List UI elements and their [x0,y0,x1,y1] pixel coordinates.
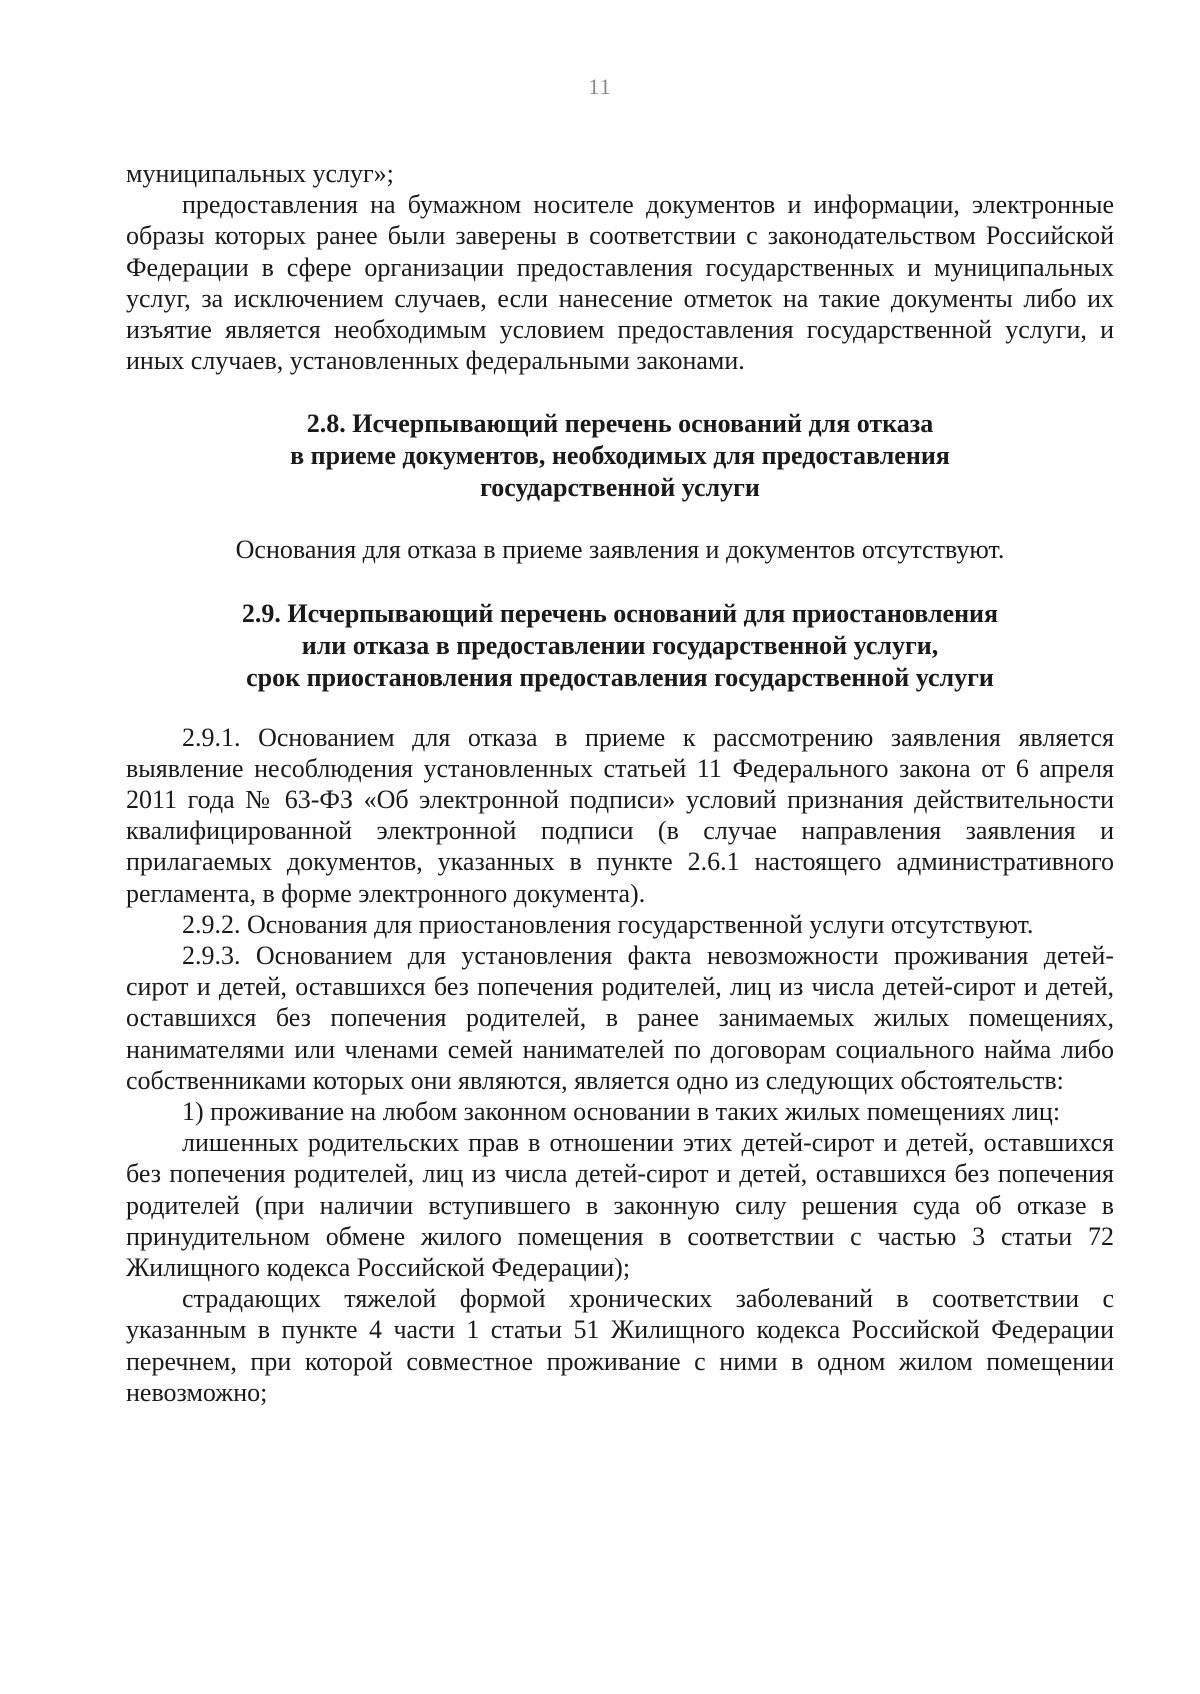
heading-line: срок приостановления предоставления государственной услуги [246,662,994,692]
page-number: 11 [588,74,612,99]
paragraph-paper-copies: предоставления на бумажном носителе документов и информации, электронные образы которых ранее были заверены в соответствии с законодательством Российской Федерации в сфере организации предоставления государственных и муниципальных услуг, за исключением случаев, если нанесение отметок на такие документы либо их изъятие является необходимым условием предоставления государственной услуги, и иных случаев, установленных федеральными законами. [126,190,1114,376]
heading-line: или отказа в предоставлении государственной услуги, [301,630,939,660]
heading-line: государственной услуги [480,473,760,503]
section-2-9-body [126,722,1114,1408]
heading-line: в приеме документов, необходимых для предоставления [290,441,950,471]
paragraph-continuation: муниципальных услуг»; [126,159,394,188]
heading-line: 2.9. Исчерпывающий перечень оснований для приостановления [241,598,999,628]
heading-line: 2.8. Исчерпывающий перечень оснований для отказа [306,409,934,439]
paragraph-2-9-2: 2.9.2. Основания для приостановления государственной услуги отсутствуют. [182,909,1034,939]
section-heading-2-9 [126,598,1114,694]
paragraph-2-9-3: 2.9.3. Основанием для установления факта невозможности проживания детей-сирот и детей, оставшихся без попечения родителей, лиц из числа детей-сирот и детей, оставшихся без попечения родителей, в ранее занимаемых жилых помещениях, нанимателями или членами семей нанимателей по договорам социального найма либо собственниками которых они являются, является одно из следующих обстоятельств: [126,941,1114,1095]
paragraph-item-1: 1) проживание на любом законном основании в таких жилых помещениях лиц: [182,1097,1061,1127]
section-heading-2-8 [126,408,1114,504]
document-body [126,158,1114,1408]
section-2-8-text: Основания для отказа в приеме заявления и документов отсутствуют. [235,535,1005,565]
paragraph-2-9-1: 2.9.1. Основанием для отказа в приеме к рассмотрению заявления является выявление несоблюдения установленных статьей 11 Федерального закона от 6 апреля 2011 года № 63-ФЗ «Об электронной подписи» условий признания действительности квалифицированной электронной подписи (в случае направления заявления и прилагаемых документов, указанных в пункте 2.6.1 настоящего административного регламента, в форме электронного документа). [126,722,1114,908]
paragraph-chronic-disease: страдающих тяжелой формой хронических заболеваний в соответствии с указанным в пункте 4 части 1 статьи 51 Жилищного кодекса Российской Федерации перечнем, при которой совместное проживание с ними в одном жилом помещении невозможно; [126,1284,1114,1407]
paragraph-deprived-rights: лишенных родительских прав в отношении этих детей-сирот и детей, оставшихся без попечения родителей, лиц из числа детей-сирот и детей, оставшихся без попечения родителей (при наличии вступившего в законную силу решения суда об отказе в принудительном обмене жилого помещения в соответствии с частью 3 статьи 72 Жилищного кодекса Российской Федерации); [126,1128,1114,1283]
